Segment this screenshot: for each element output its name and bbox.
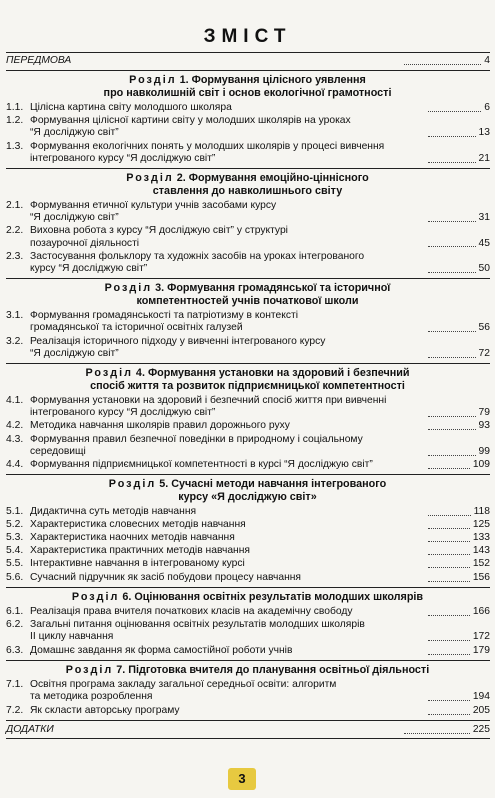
entry-number: 1.1. <box>6 102 24 114</box>
entry-title: громадянської та історичної освітніх галузей <box>30 322 243 334</box>
dot-leader <box>428 357 476 358</box>
entry-title: середовищі <box>30 445 86 457</box>
section-label: Розділ <box>104 282 153 295</box>
entry-page: 225 <box>472 723 490 735</box>
entry-title: Сучасний підручник як засіб побудови процесу навчання <box>30 571 302 583</box>
entry-title: Формування установки на здоровий і безпечний спосіб життя при вивченні <box>30 395 387 406</box>
entry-title: Формування цілісної картини світу у молодших школярів на уроках <box>30 115 351 127</box>
entry-page: 79 <box>478 407 490 419</box>
entry-title: Характеристика практичних методів навчання <box>30 545 250 557</box>
entry-number: 7.1. <box>6 679 24 691</box>
toc-entry <box>6 572 490 584</box>
entry-page: 99 <box>478 445 490 457</box>
dot-leader <box>428 714 470 715</box>
section-divider <box>6 474 490 475</box>
entry-title: інтегрованого курсу “Я досліджую світ” <box>30 152 216 164</box>
dot-leader <box>428 136 476 137</box>
section-heading <box>0 282 495 307</box>
entry-number: 5.3. <box>6 532 24 544</box>
entry-title: ПЕРЕДМОВА <box>6 55 72 66</box>
section-title: 7. Підготовка вчителя до планування освітньої діяльності <box>113 663 430 676</box>
dot-leader <box>428 246 476 247</box>
entry-title: та методика розроблення <box>30 691 153 703</box>
entry-page: 194 <box>472 691 490 703</box>
entry-title: ДОДАТКИ <box>6 723 54 735</box>
entry-title: “Я досліджую світ” <box>30 347 119 359</box>
entry-page: 125 <box>472 519 490 531</box>
dot-leader <box>428 515 471 516</box>
entry-page: 118 <box>473 506 490 517</box>
section-label: Розділ <box>126 172 174 184</box>
section-title: 6. Оцінювання освітніх результатів молодших школярів <box>119 590 424 603</box>
entry-title: Загальні питання оцінювання освітніх результатів молодших школярів <box>30 619 365 631</box>
dot-leader <box>404 64 481 65</box>
entry-page: 143 <box>472 545 490 557</box>
entry-number: 3.1. <box>6 310 24 322</box>
toc-entry <box>6 420 490 432</box>
entry-number: 3.2. <box>6 335 24 347</box>
entry-number: 6.2. <box>6 619 24 631</box>
toc-entry <box>6 459 490 471</box>
entry-page: 4 <box>484 55 490 66</box>
entry-title: Дидактична суть методів навчання <box>30 506 197 517</box>
entry-number: 5.1. <box>6 506 24 517</box>
entry-title: Як скласти авторську програму <box>30 704 180 716</box>
toc-entry <box>6 251 490 276</box>
toc-entry <box>6 102 490 114</box>
dot-leader <box>428 331 476 332</box>
entry-title: Інтерактивне навчання в інтегрованому курсі <box>30 558 245 570</box>
dot-leader <box>428 581 470 582</box>
entry-number: 5.6. <box>6 571 24 583</box>
section-title: 5. Сучасні методи навчання інтегрованого <box>156 478 387 490</box>
dot-leader <box>428 700 470 701</box>
entry-number: 2.2. <box>6 225 24 237</box>
section-title: 1. Формування цілісного уявлення <box>176 74 366 87</box>
toc-entry <box>6 434 490 459</box>
section-title-line2: спосіб життя та розвиток підприємницької компетентності <box>90 379 405 392</box>
entry-page: 133 <box>472 532 490 544</box>
entry-title: Формування правил безпечної поведінки в природному і соціальному <box>30 433 363 445</box>
section-divider <box>6 363 490 364</box>
dot-leader <box>428 272 476 273</box>
section-divider <box>6 587 490 588</box>
entry-page: 6 <box>484 102 490 114</box>
section-title-line2: курсу «Я досліджую світ» <box>178 490 317 503</box>
section-title-line2: компетентностей учнів початкової школи <box>136 294 359 307</box>
entry-number: 4.1. <box>6 395 24 406</box>
toc-entry <box>6 141 490 166</box>
section-heading <box>0 74 495 99</box>
section-heading <box>0 478 495 503</box>
entry-title: курсу “Я досліджую світ” <box>30 263 148 275</box>
dot-leader <box>428 111 481 112</box>
dot-leader <box>428 455 476 456</box>
entry-title: інтегрованого курсу “Я досліджую світ” <box>30 407 216 419</box>
entry-title: Реалізація права вчителя початкових класів на академічну свободу <box>30 606 353 618</box>
entry-page: 179 <box>472 644 490 656</box>
dot-leader <box>428 654 470 655</box>
entry-title: ІІ циклу навчання <box>30 631 114 643</box>
section-divider <box>6 168 490 169</box>
entry-number: 6.3. <box>6 644 24 656</box>
section-heading <box>0 664 495 677</box>
entry-title: Формування етичної культури учнів засобами курсу <box>30 200 277 211</box>
entry-page: 45 <box>478 237 490 249</box>
section-title-line2: про навколишній світ і основ екологічної грамотності <box>103 86 392 99</box>
dot-leader <box>428 416 476 417</box>
section-divider <box>6 720 490 721</box>
toc-entry <box>6 506 490 518</box>
toc-entry <box>6 115 490 140</box>
toc-entry <box>6 532 490 544</box>
entry-page: 56 <box>478 322 490 334</box>
entry-page: 72 <box>478 347 490 359</box>
entry-title: Цілісна картина світу молодшого школяра <box>30 102 232 114</box>
entry-title: Формування екологічних понять у молодших школярів у процесі вивчення <box>30 140 385 152</box>
toc-entry <box>6 619 490 644</box>
section-heading <box>0 367 495 392</box>
section-title: 2. Формування емоційно-ціннісного <box>173 172 369 184</box>
entry-number: 2.1. <box>6 200 24 211</box>
page-number-badge: 3 <box>228 768 256 790</box>
entry-page: 109 <box>472 458 490 470</box>
toc-entry <box>6 395 490 420</box>
entry-number: 5.2. <box>6 519 24 531</box>
section-label: Розділ <box>65 663 114 676</box>
entry-number: 2.3. <box>6 250 24 262</box>
entry-title: Реалізація історичного підходу у вивченні інтегрованого курсу <box>30 335 326 347</box>
toc-entry-foreword <box>6 55 490 67</box>
section-title: 4. Формування установки на здоровий і безпечний <box>132 367 410 379</box>
entry-page: 13 <box>478 127 490 139</box>
toc-entry <box>6 606 490 618</box>
entry-title: “Я досліджую світ” <box>30 127 119 139</box>
entry-page: 21 <box>478 152 490 164</box>
entry-title: Характеристика словесних методів навчання <box>30 519 246 531</box>
entry-page: 156 <box>472 571 490 583</box>
section-heading <box>0 172 495 197</box>
section-label: Розділ <box>108 478 157 490</box>
entry-number: 7.2. <box>6 704 24 716</box>
entry-number: 4.2. <box>6 420 24 432</box>
entry-page: 152 <box>472 558 490 570</box>
entry-number: 5.4. <box>6 545 24 557</box>
entry-title: Формування підприємницької компетентності в курсі “Я досліджую світ” <box>30 458 373 470</box>
entry-page: 93 <box>478 420 490 432</box>
entry-number: 6.1. <box>6 606 24 618</box>
entry-title: “Я досліджую світ” <box>30 212 119 224</box>
dot-leader <box>428 554 470 555</box>
section-label: Розділ <box>85 367 133 379</box>
dot-leader <box>428 615 470 616</box>
entry-page: 172 <box>472 631 490 643</box>
entry-title: Характеристика наочних методів навчання <box>30 532 235 544</box>
section-label: Розділ <box>129 74 177 87</box>
toc-entry <box>6 705 490 717</box>
toc-entry <box>6 225 490 250</box>
toc-entry <box>6 519 490 531</box>
section-divider <box>6 278 490 279</box>
toc-entry-appendix <box>6 724 490 736</box>
toc-entry <box>6 310 490 335</box>
entry-page: 166 <box>472 606 490 618</box>
entry-title: Застосування фольклору та художніх засобів на уроках інтегрованого <box>30 250 365 262</box>
entry-title: позаурочної діяльності <box>30 237 140 249</box>
dot-leader <box>428 221 476 222</box>
entry-number: 1.3. <box>6 140 24 152</box>
dot-leader <box>428 541 470 542</box>
toc-entry <box>6 336 490 361</box>
section-divider <box>6 660 490 661</box>
toc-entry <box>6 679 490 704</box>
entry-title: Освітня програма закладу загальної середньої освіти: алгоритм <box>30 679 337 691</box>
section-heading <box>0 591 495 604</box>
entry-title: Формування громадянськості та патріотизму в контексті <box>30 310 299 322</box>
dot-leader <box>428 162 476 163</box>
entry-title: Виховна робота з курсу “Я досліджую світ” у структурі <box>30 225 288 237</box>
entry-number: 1.2. <box>6 115 24 127</box>
entry-page: 31 <box>478 212 490 224</box>
section-divider <box>6 70 490 71</box>
toc-entry <box>6 645 490 657</box>
toc-entry <box>6 545 490 557</box>
section-label: Розділ <box>71 590 120 603</box>
entry-title: Методика навчання школярів правил дорожнього руху <box>30 420 290 432</box>
entry-number: 4.3. <box>6 433 24 445</box>
page-title: ЗМІСТ <box>203 26 292 47</box>
entry-page: 205 <box>472 704 490 716</box>
dot-leader <box>428 567 470 568</box>
section-divider <box>6 738 490 739</box>
entry-number: 4.4. <box>6 458 24 470</box>
title-divider <box>6 52 490 53</box>
toc-entry <box>6 558 490 570</box>
entry-title: Домашнє завдання як форма самостійної роботи учнів <box>30 644 293 656</box>
dot-leader <box>428 468 470 469</box>
dot-leader <box>428 640 470 641</box>
dot-leader <box>404 733 470 734</box>
section-title-line2: ставлення до навколишнього світу <box>152 184 343 197</box>
dot-leader <box>428 528 470 529</box>
section-title: 3. Формування громадянської та історичної <box>152 282 391 295</box>
toc-entry <box>6 200 490 225</box>
dot-leader <box>428 429 476 430</box>
entry-page: 50 <box>478 263 490 275</box>
entry-number: 5.5. <box>6 558 24 570</box>
